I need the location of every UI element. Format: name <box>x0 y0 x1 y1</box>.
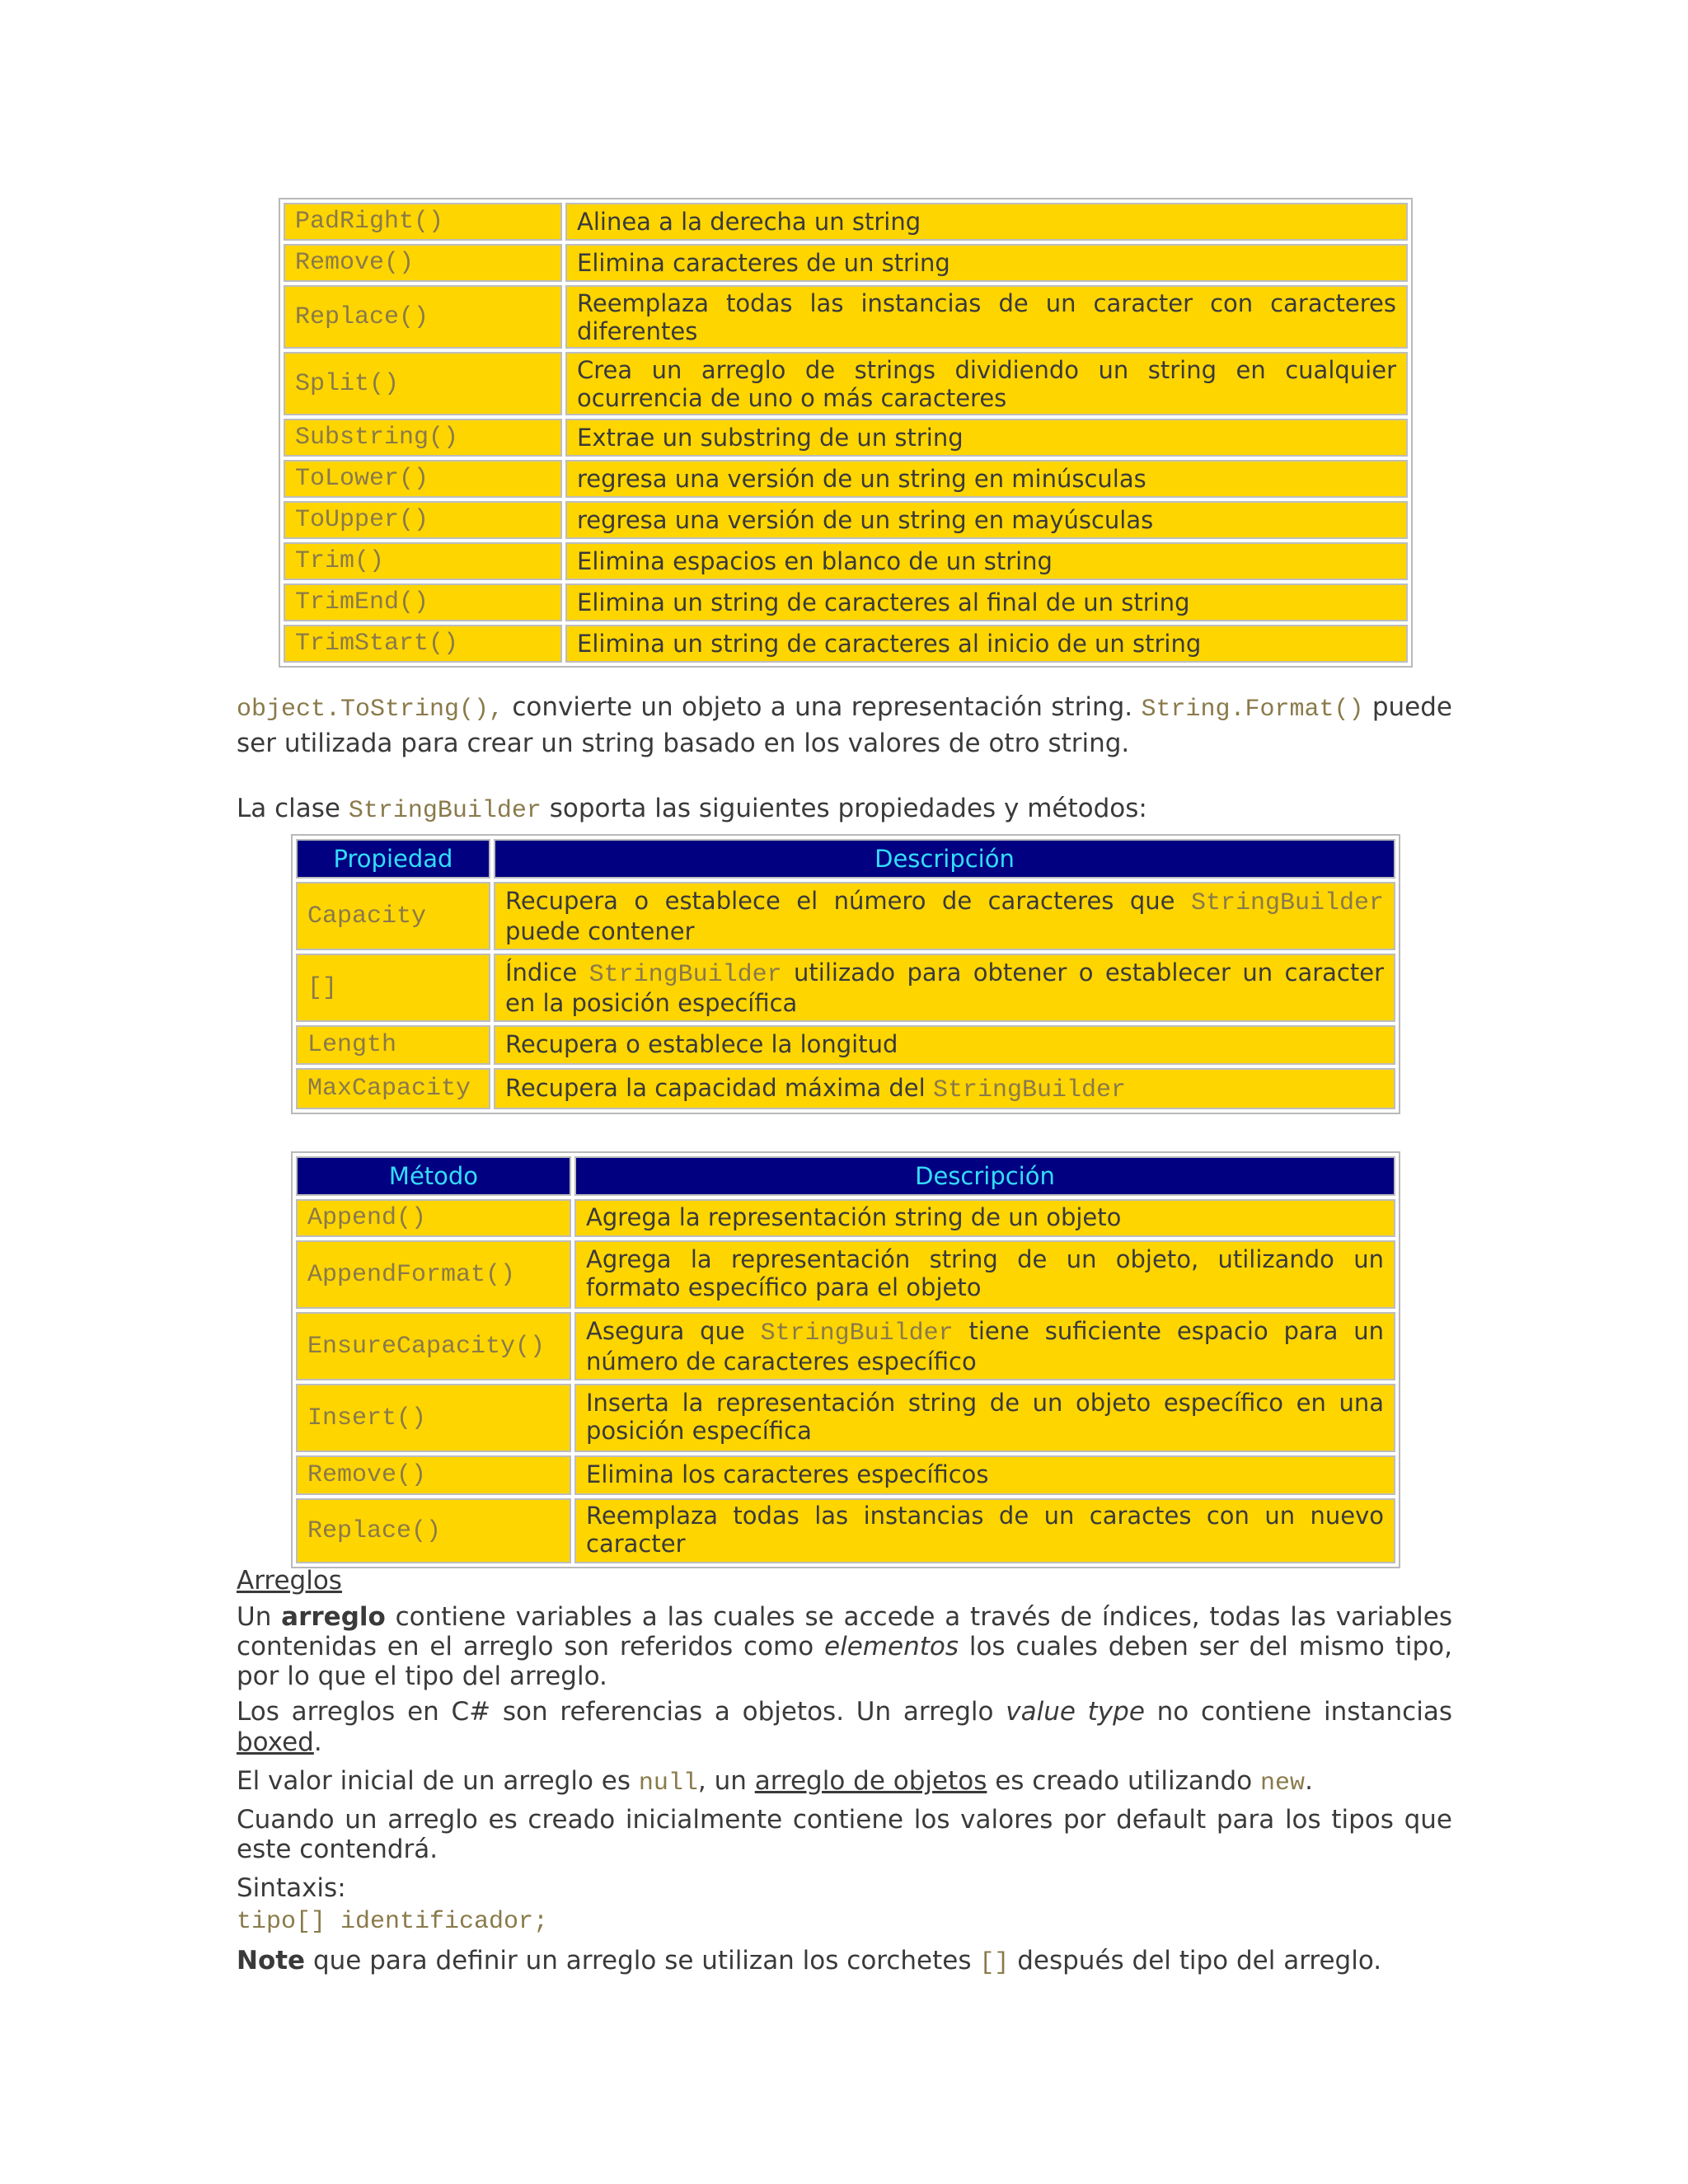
arreglo-de-objetos-link[interactable]: arreglo de objetos <box>754 1766 987 1796</box>
name-cell: Insert() <box>296 1384 571 1452</box>
string-method-row <box>284 352 1408 415</box>
name-cell: AppendFormat() <box>296 1240 571 1309</box>
method-name-cell: Split() <box>284 352 562 415</box>
syntax-label: Sintaxis: <box>237 1873 346 1903</box>
description-cell <box>494 954 1395 1022</box>
name-cell: MaxCapacity <box>296 1068 490 1109</box>
name-cell: Remove() <box>296 1455 571 1495</box>
description-code: StringBuilder <box>932 1076 1126 1104</box>
description-pre: Recupera la capacidad máxima del <box>505 1073 933 1102</box>
description-pre: Agrega la representación string de un objeto, utilizando un formato específico para el objeto <box>586 1245 1384 1301</box>
method-description-cell: Elimina caracteres de un string <box>565 244 1408 282</box>
method-row <box>296 1384 1395 1452</box>
name-cell: [] <box>296 954 490 1022</box>
string-method-row <box>284 244 1408 282</box>
description-pre: Asegura que <box>586 1317 761 1345</box>
description-pre: Elimina los caracteres específicos <box>586 1460 989 1488</box>
method-row <box>296 1312 1395 1380</box>
string-method-row <box>284 583 1408 621</box>
methods-table <box>291 1151 1400 1568</box>
string-method-row <box>284 203 1408 241</box>
arreglo-paragraph: Un arreglo contiene variables a las cuales se accede a través de índices, todas las variables contenidas en el arreglo son referidos como elementos los cuales deben ser del mismo tipo, por lo que el tipo del arreglo. <box>237 1602 1452 1691</box>
string-method-row <box>284 625 1408 663</box>
properties-table <box>291 834 1400 1114</box>
header-metodo: Método <box>296 1156 571 1196</box>
tostring-code: object.ToString(), <box>237 696 504 724</box>
method-description-cell: Alinea a la derecha un string <box>565 203 1408 241</box>
string-method-row <box>284 542 1408 580</box>
method-name-cell: TrimStart() <box>284 625 562 663</box>
property-row <box>296 954 1395 1022</box>
method-row <box>296 1199 1395 1237</box>
header-propiedad: Propiedad <box>296 839 490 879</box>
arrays-heading: Arreglos <box>237 1566 342 1596</box>
method-description-cell: regresa una versión de un string en minúsculas <box>565 460 1408 498</box>
description-cell <box>574 1199 1395 1237</box>
description-pre: Índice <box>505 958 589 987</box>
description-cell <box>574 1455 1395 1495</box>
method-description-cell: Crea un arreglo de strings dividiendo un string en cualquier ocurrencia de uno o más caracteres <box>565 352 1408 415</box>
default-paragraph: Cuando un arreglo es creado inicialmente contiene los valores por default para los tipos que este contendrá. <box>237 1805 1452 1864</box>
description-pre: Inserta la representación string de un objeto específico en una posición específica <box>586 1389 1384 1445</box>
method-name-cell: ToUpper() <box>284 501 562 539</box>
property-row <box>296 1025 1395 1065</box>
name-cell: Length <box>296 1025 490 1065</box>
method-description-cell: Reemplaza todas las instancias de un caracter con caracteres diferentes <box>565 285 1408 349</box>
method-name-cell: PadRight() <box>284 203 562 241</box>
elementos-italic: elementos <box>824 1632 959 1661</box>
description-cell <box>494 1025 1395 1065</box>
description-post: tiene suficiente espacio para un número de caracteres específico <box>586 1317 1384 1376</box>
method-row <box>296 1498 1395 1563</box>
null-paragraph: El valor inicial de un arreglo es null, un arreglo de objetos es creado utilizando new. <box>237 1766 1313 1797</box>
boxed-link[interactable]: boxed <box>237 1727 314 1757</box>
name-cell: Replace() <box>296 1498 571 1563</box>
name-cell: EnsureCapacity() <box>296 1312 571 1380</box>
method-description-cell: regresa una versión de un string en mayúsculas <box>565 501 1408 539</box>
method-name-cell: Substring() <box>284 419 562 457</box>
value-type-italic: value type <box>1006 1697 1145 1727</box>
string-format-text: puede ser utilizada para crear un string basado en los valores de otro string. <box>237 692 1452 758</box>
brackets-code: [] <box>979 1949 1010 1977</box>
description-cell <box>494 882 1395 950</box>
string-method-row <box>284 501 1408 539</box>
methods-header-row <box>296 1156 1395 1196</box>
method-name-cell: ToLower() <box>284 460 562 498</box>
method-name-cell: Remove() <box>284 244 562 282</box>
note-bold: Note <box>237 1946 306 1975</box>
stringbuilder-code: StringBuilder <box>348 797 542 825</box>
method-name-cell: Trim() <box>284 542 562 580</box>
method-row <box>296 1455 1395 1495</box>
string-methods-table <box>279 198 1413 668</box>
method-description-cell: Elimina un string de caracteres al final de un string <box>565 583 1408 621</box>
method-row <box>296 1240 1395 1309</box>
description-cell <box>574 1498 1395 1563</box>
tostring-text: convierte un objeto a una representación string. <box>504 692 1142 722</box>
tostring-paragraph <box>237 691 1452 761</box>
description-pre: Reemplaza todas las instancias de un caractes con un nuevo caracter <box>586 1502 1384 1558</box>
string-format-code: String.Format() <box>1141 696 1364 724</box>
properties-header-row <box>296 839 1395 879</box>
description-cell <box>574 1240 1395 1309</box>
name-cell: Append() <box>296 1199 571 1237</box>
stringbuilder-intro: La clase StringBuilder soporta las siguientes propiedades y métodos: <box>237 794 1147 825</box>
description-code: StringBuilder <box>1190 889 1384 917</box>
description-cell <box>494 1068 1395 1109</box>
description-cell <box>574 1384 1395 1452</box>
method-name-cell: Replace() <box>284 285 562 349</box>
method-name-cell: TrimEnd() <box>284 583 562 621</box>
description-pre: Recupera o establece el número de caracteres que <box>505 887 1191 915</box>
null-code: null <box>638 1769 698 1797</box>
header-descripcion: Descripción <box>574 1156 1395 1196</box>
description-pre: Recupera o establece la longitud <box>505 1029 898 1058</box>
description-cell <box>574 1312 1395 1380</box>
note-paragraph: Note que para definir un arreglo se utilizan los corchetes [] después del tipo del arreglo. <box>237 1946 1382 1977</box>
string-method-row <box>284 419 1408 457</box>
referencias-paragraph: Los arreglos en C# son referencias a objetos. Un arreglo value type no contiene instancias boxed. <box>237 1697 1452 1757</box>
header-descripcion: Descripción <box>494 839 1395 879</box>
description-post: puede contener <box>505 917 695 945</box>
property-row <box>296 882 1395 950</box>
description-pre: Agrega la representación string de un objeto <box>586 1202 1122 1231</box>
method-description-cell: Extrae un substring de un string <box>565 419 1408 457</box>
description-code: StringBuilder <box>588 961 782 989</box>
property-row <box>296 1068 1395 1109</box>
syntax-code: tipo[] identificador; <box>237 1908 549 1936</box>
new-code: new <box>1260 1769 1306 1797</box>
method-description-cell: Elimina espacios en blanco de un string <box>565 542 1408 580</box>
description-post: utilizado para obtener o establecer un caracter en la posición específica <box>505 958 1384 1017</box>
description-code: StringBuilder <box>760 1319 954 1347</box>
string-method-row <box>284 285 1408 349</box>
name-cell: Capacity <box>296 882 490 950</box>
arreglo-bold: arreglo <box>281 1602 386 1632</box>
string-method-row <box>284 460 1408 498</box>
method-description-cell: Elimina un string de caracteres al inicio de un string <box>565 625 1408 663</box>
